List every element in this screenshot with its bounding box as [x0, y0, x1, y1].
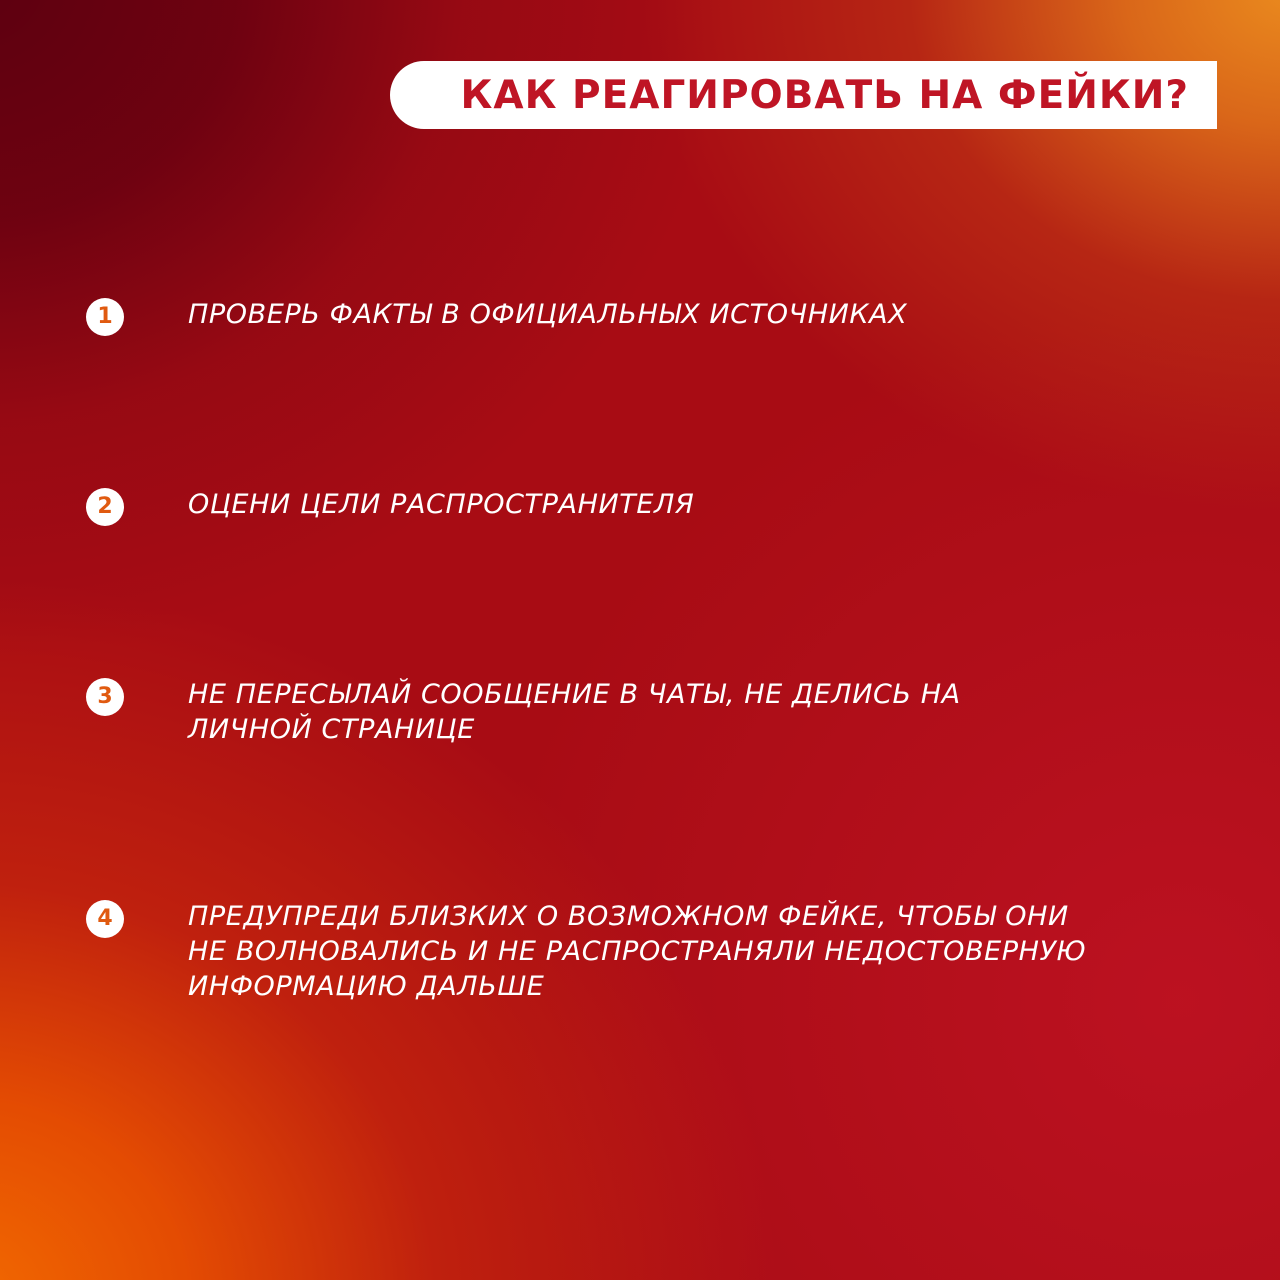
step-number-badge: 4 — [86, 900, 124, 938]
step-number-badge: 3 — [86, 678, 124, 716]
step-text-line: НЕ ПЕРЕСЫЛАЙ СООБЩЕНИЕ В ЧАТЫ, НЕ ДЕЛИСЬ НА — [188, 679, 961, 710]
step-text-line: ОЦЕНИ ЦЕЛИ РАСПРОСТРАНИТЕЛЯ — [188, 489, 695, 520]
step-text — [188, 297, 1218, 332]
step-number-badge: 1 — [86, 298, 124, 336]
step-text-line: НЕ ВОЛНОВАЛИСЬ И НЕ РАСПРОСТРАНЯЛИ НЕДОСТОВЕРНУЮ — [188, 936, 1087, 967]
title-banner — [390, 61, 1217, 129]
step-text-line: ИНФОРМАЦИЮ ДАЛЬШЕ — [188, 971, 545, 1002]
page-title: КАК РЕАГИРОВАТЬ НА ФЕЙКИ? — [460, 72, 1189, 118]
step-text-line: ПРОВЕРЬ ФАКТЫ В ОФИЦИАЛЬНЫХ ИСТОЧНИКАХ — [188, 299, 908, 330]
step-text — [188, 899, 1218, 1004]
step-text — [188, 677, 1218, 747]
step-number-badge: 2 — [86, 488, 124, 526]
step-text-line: ЛИЧНОЙ СТРАНИЦЕ — [188, 714, 475, 745]
step-text-line: ПРЕДУПРЕДИ БЛИЗКИХ О ВОЗМОЖНОМ ФЕЙКЕ, ЧТОБЫ ОНИ — [188, 901, 1069, 932]
step-text — [188, 487, 1218, 522]
